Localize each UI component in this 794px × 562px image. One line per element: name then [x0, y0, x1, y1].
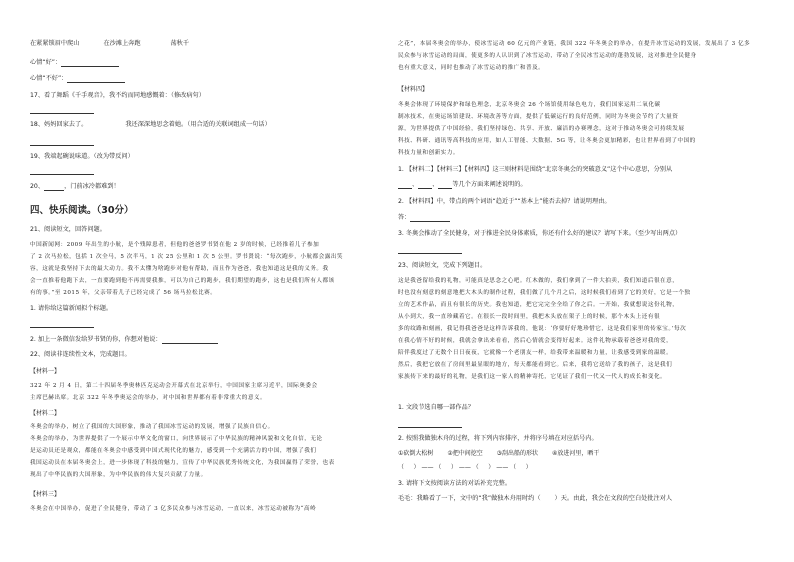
answer-blank[interactable]: [30, 139, 94, 146]
question-22-1-blanks: 、 、 等几个方面来阐述说明的。: [398, 181, 527, 189]
mood-bad-line: 心情“不好”：: [30, 75, 125, 83]
material-line: 制冰技术，在奥运场馆建设、环境改善等方面，提供了低碳运行的良好范例，同时为冬奥会节约了大量资: [398, 114, 679, 120]
order-slot[interactable]: （ ）: [398, 464, 420, 471]
passage-line: 在我心情不好的时候，我就会拿出来看看，然后心情就会变得好起来。这件礼物承载着爸爸对我的爱，: [398, 338, 673, 344]
material-label: 【材料四】: [398, 86, 429, 93]
question-19: 19、我端起碗说味道。（改为带反问）: [30, 153, 134, 160]
material-line: 322 年 2 月 4 日，第二十四届冬季奥林匹克运动会开幕式在北京举行，中国国家主席习近平，国际奥委会: [30, 383, 318, 389]
passage-line: 了 2 次马拉松，包括 1 次全马，5 次半马，1 次 25 公里和 1 次 5 公里。罗书贤说：“每次跑步，小航都会露出笑: [30, 254, 344, 260]
order-slot[interactable]: （ ）: [472, 464, 495, 471]
answer-blank[interactable]: [30, 168, 94, 175]
answer-blank[interactable]: [67, 76, 125, 83]
passage-line: 多的纹路和刻画，我记得我爸爸是这样告诉我的，他说：‘你要好好地珍惜它，这是我们家里的传家宝。’每次: [398, 326, 687, 332]
material-line: 是运动员还是观众，都能在冬奥会中感受到中国式现代化的魅力，感受到一个充满活力的中国，增强了我们: [30, 448, 317, 454]
passage-line: 有的事。”至 2015 年，父亲带着儿子已经完成了 56 场马拉松比赛。: [30, 290, 217, 296]
section-heading: 四、快乐阅读。（30分）: [30, 205, 134, 216]
material-label: 【材料二】: [30, 410, 61, 417]
order-options: ①砍倒大松树 ②把中间挖空 ③刮出船的形状 ④放进河里，晒干: [398, 450, 600, 457]
answer-blank[interactable]: [162, 337, 218, 344]
passage-line: 立的艺术作品，而且有很长的历史。我也知道，把它完完全全给了你之后。一开始，我就想说这份礼物，: [398, 302, 679, 308]
material-line: 之花”，本届冬奥会的举办，使冰雪运动 60 亿元的产业链，我国 322 年冬奥会的举办，在提升冰雪运动的发展，发展出了 3 亿多: [398, 41, 751, 47]
material-line: 科技力量和创新实力。: [398, 150, 459, 156]
passage-line: 陪伴我度过了无数个日日夜夜，它就像一个老朋友一样，给我带来温暖和力量，让我感受到家的温暖。: [398, 350, 673, 356]
material-line: 主席巴赫出席。北京 322 年冬季奥运会的举办，对中国和世界都有着非常重大的意义。: [30, 395, 267, 401]
answer-blank[interactable]: [61, 60, 119, 67]
material-line: 冬奥会的举办，为世界提供了一个展示中华文化的窗口，向世界展示了中华民族的精神风貌和文化自信，无论: [30, 436, 323, 442]
order-slot[interactable]: （ ）: [510, 464, 532, 471]
passage-line: 时也没有刻意的刻意地把大木头的制作过程，我们做了几个月之后，这时候我们看到了它的美好，它是一个独: [398, 290, 691, 296]
question-21-1: 1. 请你给这篇新闻拟个标题。: [30, 305, 113, 312]
question-23-3-line: 毛毛：我略看了一下，文中的“我”做独木舟用时约（ ）天。由此，我会在文段的空白处批注对人: [398, 495, 673, 502]
material-line: 冬奥会体现了环境保护和绿色理念，北京冬奥会 26 个场馆使用绿色电力，我们国家运用二氧化碳: [398, 102, 661, 108]
material-line: 源，为世界提供了中国经验，我们坚持绿色、共享、开放、廉洁的办赛理念，这对于推动冬奥会可持续发展: [398, 126, 685, 132]
material-line: 冬奥会的举办，树立了我国的大国形象，推动了我国冰雪运动的发展，增强了民族自信心。: [30, 424, 274, 430]
material-line: 科技、科研、通讯等高科技的应用，如人工智能、大数据、5G 等，让冬奥会更加精彩，也让世界看到了中国的: [398, 138, 696, 144]
question-23-3: 3. 请将下文按阅读方法的对话补充完整。: [398, 480, 512, 487]
passage-line: 会一直推着他跑下去，一直要跑到他不再需要我推，可以为自己的跑步，我们期望的跑步，这也是我们所有人都该: [30, 278, 335, 284]
question-21: 21、阅读短文，回答问题。: [30, 226, 106, 233]
scene-line: 在紧紧锁眉中爬山 在沙滩上奔跑 荡秋千: [30, 40, 190, 47]
question-22-1: 1. 【材料二】【材料三】【材料四】这三则材料是围绕“北京冬奥会的突破意义”这个中心意思，分别从: [398, 166, 673, 173]
order-slot[interactable]: （ ）: [435, 464, 457, 471]
answer-blank[interactable]: [30, 321, 94, 328]
passage-line: 从小到大，我一直珍藏着它。在很长一段时间里，我把木头放在架子上的时候，那个木头上还有很: [398, 314, 661, 320]
question-20: 20、 ，门前冰冷都难到！: [30, 183, 120, 190]
answer-blank[interactable]: [398, 421, 462, 428]
left-column: [30, 0, 410, 562]
answer-blank[interactable]: [410, 215, 450, 222]
material-line: 也有重大意义，同时也推动了冰雪运动的推广和普及。: [398, 65, 545, 71]
question-23-1: 1. 文段节选自哪一部作品？: [398, 404, 474, 411]
passage-line: 这是我爸留给我的礼物，可能真是思念之心吧。红木做的，我们拿到了一件大拍卖，我们知道后很在意，: [398, 278, 679, 284]
mood-good-line: 心情“好”：: [30, 59, 119, 67]
question-18: 18、妈妈回家去了。 我还深深地思念着她。（用合适的关联词组成一句话）: [30, 121, 271, 128]
answer-blank[interactable]: [30, 107, 94, 114]
material-line: 冬奥会在中国举办，促进了全民健身，带动了 3 亿多民众参与冰雪运动，一直以来，冰雪运动被称为“高岭: [30, 506, 317, 512]
question-21-2: 2. 加上一条微信发给罗书贤的你，你想对他说：: [30, 336, 218, 344]
material-line: 现出了中华民族的大国形象，为中华民族的伟大复兴贡献了力量。: [30, 472, 207, 478]
material-line: 我国运动员在本届冬奥会上，进一步体现了科技的魅力，宣传了中华民族优秀传统文化，为我国赢得了荣誉，也表: [30, 460, 335, 466]
question-22: 22、阅读非连续性文本，完成题目。: [30, 351, 131, 358]
answer-blank[interactable]: [438, 182, 452, 189]
right-column: [398, 0, 778, 562]
material-label: 【材料三】: [30, 491, 61, 498]
answer-blank[interactable]: [44, 184, 64, 191]
passage-line: 然后，我把它放在了房间里最显眼的地方，每天都能看到它。后来，我将它送给了我的孩子，这是我们: [398, 362, 673, 368]
question-17: 17、看了舞蹈《千手观音》，我不约而同地感慨着：（修改病句）: [30, 92, 205, 99]
question-22-2: 2. 【材料四】中，带点的两个词语“趋近于”“基本上”能否去掉？请说明理由。: [398, 198, 611, 205]
passage-line: 容，这就是我坚持下去的最大动力。我不太懂为啥跑步对他有帮助，而且作为爸爸，我也知道这是我的义务。我: [30, 266, 329, 272]
question-23: 23、阅读短文，完成下列题目。: [398, 262, 487, 269]
answer-blank[interactable]: [398, 247, 462, 254]
answer-blank[interactable]: [398, 182, 412, 189]
material-label: 【材料一】: [30, 368, 61, 375]
question-23-2: 2. 按照我做独木舟的过程，将下列内容排序，并将序号填在对应括号内。: [398, 435, 598, 442]
passage-line: 中国新闻网：2009 年出生的小航，是个残障患者，但他的爸爸罗书贤在他 2 岁的时候，已经推着儿子参加: [30, 242, 320, 248]
question-22-3: 3. 冬奥会推动了全民健身，对于推进全民身体素质，你还有什么好的建议？请写下来。（至少写出两点）: [398, 230, 682, 237]
answer-line: 答：: [398, 214, 450, 222]
material-line: 民众参与冰雪运动的局面，使更多的人认识到了冰雪运动，带动了全民冰雪运动的蓬勃发展，这对推进全民健身: [398, 53, 697, 59]
answer-blank[interactable]: [418, 182, 432, 189]
order-answer-row: （ ） —— （ ） —— （ ） —— （ ）: [398, 464, 532, 471]
passage-line: 家族传下来的最好的礼物，是我们这一家人的精神寄托，它见证了我们一代又一代人的成长和变化。: [398, 374, 667, 380]
